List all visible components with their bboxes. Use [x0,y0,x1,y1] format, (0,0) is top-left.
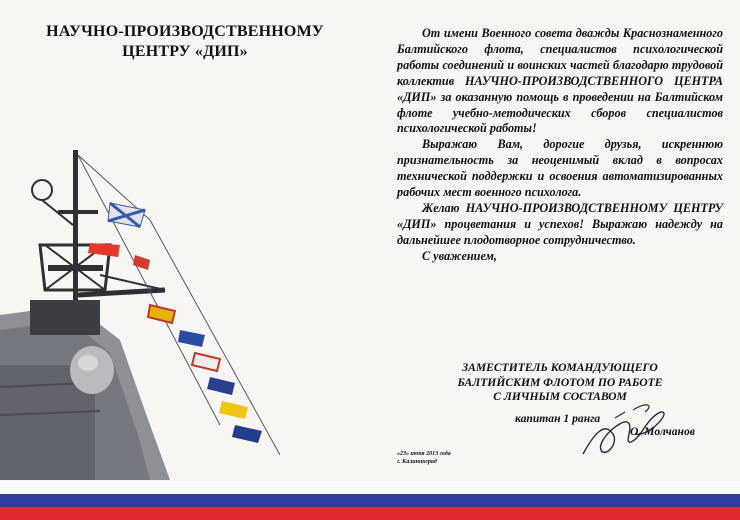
letter-closing: С уважением, [422,248,497,263]
letter-paragraph-2: Выражаю Вам, дорогие друзья, искреннюю признательность за неоценимый вклад в вопросах технической поддержки и освоения автоматизированных рабочих мест военного психолога. [397,137,723,200]
date-line: «23» июня 2013 года [397,451,451,457]
signatory-title-line-1: ЗАМЕСТИТЕЛЬ КОМАНДУЮЩЕГО [462,361,658,374]
letter-date [397,450,451,466]
letter-paragraph-1: От имени Военного совета дважды Краснознаменного Балтийского флота, специалистов психологической работы соединений и воинских частей благодарю трудовой коллектив НАУЧНО-ПРОИЗВОДСТВЕННОГО ЦЕНТРА «ДИП» за оказанную помощь в проведении на Балтийском флоте учебно-методических сборов специалистов психологической работы! [397,26,723,136]
addressee-heading [20,22,350,62]
warship-photo [0,125,280,480]
flag-stripe-white [0,481,740,494]
russian-flag-band [0,481,740,519]
addressee-line-1: НАУЧНО-ПРОИЗВОДСТВЕННОМУ [46,23,324,40]
letter-body [397,26,723,265]
flag-stripe-blue [0,494,740,507]
signatory-title-line-2: БАЛТИЙСКИМ ФЛОТОМ ПО РАБОТЕ [457,375,663,389]
signatory-title-line-3: С ЛИЧНЫМ СОСТАВОМ [493,390,627,404]
flag-stripe-red [0,507,740,520]
place-line: г. Калининград [397,459,437,465]
signatory-name: О. Молчанов [630,425,695,438]
signatory-rank: капитан 1 ранга [515,412,601,425]
letter-paragraph-3: Желаю НАУЧНО-ПРОИЗВОДСТВЕННОМУ ЦЕНТРУ «ДИП» процветания и успехов! Выражаю надежду на дальнейшее плодотворное сотрудничество. [397,200,723,247]
addressee-line-2: ЦЕНТРУ «ДИП» [122,43,248,60]
